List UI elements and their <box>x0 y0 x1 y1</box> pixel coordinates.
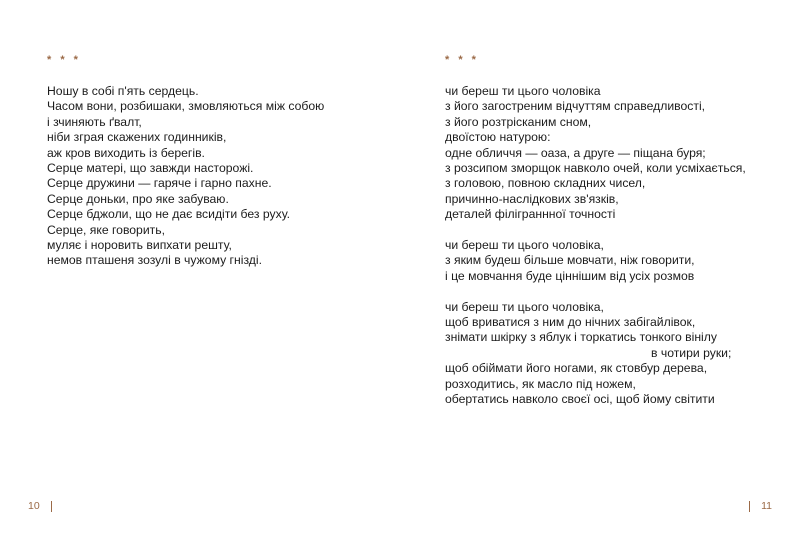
poem-line: двоїстою натурою: <box>445 130 551 145</box>
poem-line: немов пташеня зозулі в чужому гнізді. <box>47 253 262 268</box>
poem-line: чи береш ти цього чоловіка, <box>445 238 604 253</box>
poem-line: з розсипом зморщок навколо очей, коли усміхається, <box>445 161 746 176</box>
poem-line: і зчиняють ґвалт, <box>47 114 142 129</box>
right-page <box>400 0 800 544</box>
poem-line: Серце доньки, про яке забуваю. <box>47 191 229 206</box>
poem-line-indented: в чотири руки; <box>651 345 732 360</box>
poem-line: ніби зграя скажених годинників, <box>47 130 227 145</box>
poem-line: щоб обіймати його ногами, як стовбур дерева, <box>445 361 708 376</box>
poem-line: Ношу в собі п'ять сердець. <box>47 84 199 98</box>
poem-line: чи береш ти цього чоловіка <box>445 84 601 98</box>
poem-line: Часом вони, розбишаки, змовляються між собою <box>47 99 325 114</box>
poem-line: і це мовчання буде ціннішим від усіх розмов <box>445 268 695 283</box>
stanza-break <box>445 223 785 238</box>
poem-line: обертатись навколо своєї осі, щоб йому світити <box>445 392 715 407</box>
stanza-break <box>445 284 785 299</box>
poem-line: чи береш ти цього чоловіка, <box>445 299 604 314</box>
poem-line: одне обличчя — оаза, а друге — піщана буря; <box>445 145 706 160</box>
poem-line: аж кров виходить із берегів. <box>47 145 205 160</box>
folio-divider <box>51 501 52 512</box>
poem-text <box>47 84 377 269</box>
poem-line: причинно-наслідкових зв'язків, <box>445 191 619 206</box>
page-number: 11 <box>761 500 772 512</box>
poem-line: з його загостреним відчуттям справедливості, <box>445 99 706 114</box>
page-number-left <box>28 500 52 512</box>
poem-line: розходитись, як масло під ножем, <box>445 376 636 391</box>
poem-line: Серце матері, що завжди насторожі. <box>47 161 254 176</box>
poem-text <box>445 84 785 408</box>
poem-line: Серце, яке говорить, <box>47 222 165 237</box>
poem-line: з головою, повною складних чисел, <box>445 176 646 191</box>
folio-divider <box>749 501 750 512</box>
poem-line: деталей філіграннної точності <box>445 207 616 222</box>
poem-line: муляє і норовить випхати решту, <box>47 238 232 253</box>
page-number: 10 <box>28 500 40 512</box>
section-ornament: * * * <box>47 54 81 66</box>
poem-line: щоб вриватися з ним до нічних забігайлівок, <box>445 315 696 330</box>
section-ornament: * * * <box>445 54 479 66</box>
page-number-right <box>749 500 772 512</box>
poem-line: з яким будеш більше мовчати, ніж говорити, <box>445 253 695 268</box>
poem-line: Серце дружини — гаряче і гарно пахне. <box>47 176 272 191</box>
poem-line: Серце бджоли, що не дає всидіти без руху. <box>47 207 290 222</box>
poem-line: з його розтрісканим сном, <box>445 114 592 129</box>
poem-line: знімати шкірку з яблук і торкатись тонкого вінілу <box>445 330 717 345</box>
